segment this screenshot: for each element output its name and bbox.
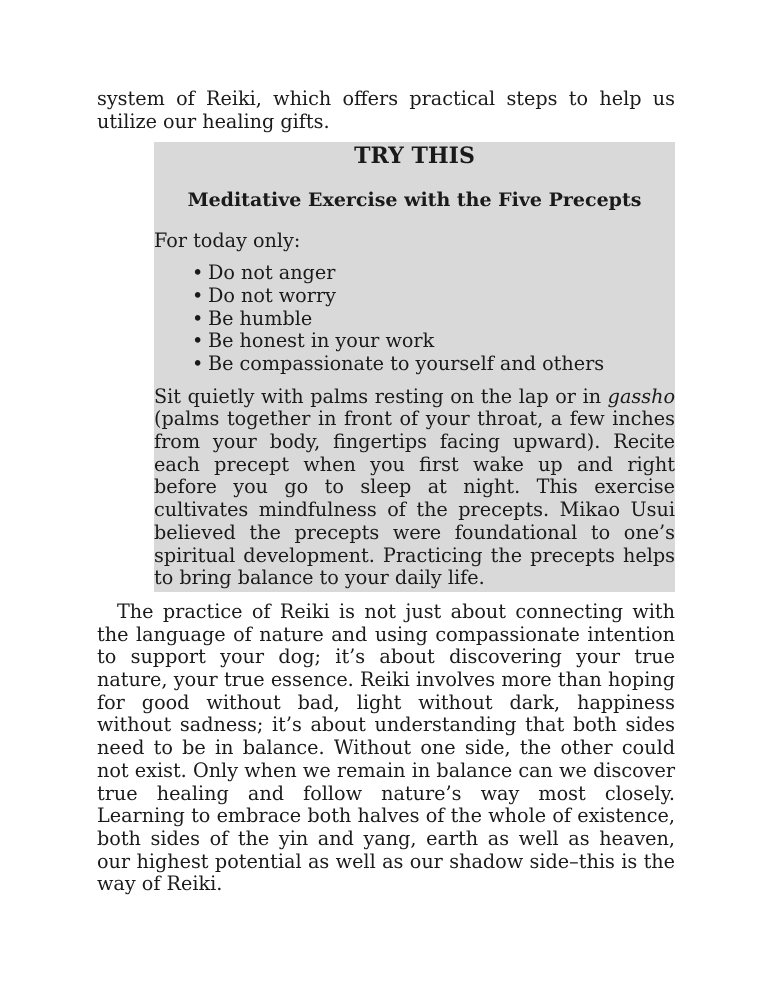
box-heading: TRY THIS [354,143,475,170]
precept-text: Do not worry [208,283,336,307]
list-item [154,308,675,331]
page-content [97,88,675,896]
intro-paragraph: system of Reiki, which offers practical steps to help us utilize our healing gifts. [97,87,675,133]
body-text-start: Sit quietly with palms resting on the lap or in [154,384,608,408]
body-text-rest: (palms together in front of your throat, a few inches from your body, fingertips facing upward). Recite each precept when you first wake up and right before you go to sleep at night. This exercise cultivates mindfulness of the precepts. Mikao Usui believed the precepts were foundational to one’s spiritual development. Practicing the precepts helps to bring balance to your daily life. [154,407,675,590]
list-item [154,353,675,376]
bullet-icon: • [192,283,204,307]
precept-text: Be compassionate to yourself and others [208,351,605,375]
gassho-term: gassho [607,384,675,408]
closing-paragraph: The practice of Reiki is not just about connecting with the language of nature and using compassionate intention to support your dog; it’s about discovering your true nature, your true essence. Reiki involves more than hoping for good without bad, light without dark, happiness without sadness; it’s about understanding that both sides need to be in balance. Without one side, the other could not exist. Only when we remain in balance can we discover true healing and follow nature’s way most closely. Learning to embrace both halves of the whole of existence, both sides of the yin and yang, earth as well as heaven, our highest potential as well as our shadow side–this is the way of Reiki. [97,599,675,896]
box-lead-text: For today only: [154,229,301,253]
list-item [154,330,675,353]
precept-text: Do not anger [208,261,336,285]
bullet-icon: • [192,306,204,330]
box-body-paragraph [154,386,675,590]
list-item [154,262,675,285]
precept-text: Be honest in your work [208,329,435,353]
precept-text: Be humble [208,306,313,330]
bullet-icon: • [192,351,204,375]
bullet-icon: • [192,261,204,285]
box-subheading: Meditative Exercise with the Five Precepts [187,189,642,212]
bullet-icon: • [192,329,204,353]
list-item [154,285,675,308]
try-this-box [154,142,675,592]
precepts-list [154,262,675,376]
